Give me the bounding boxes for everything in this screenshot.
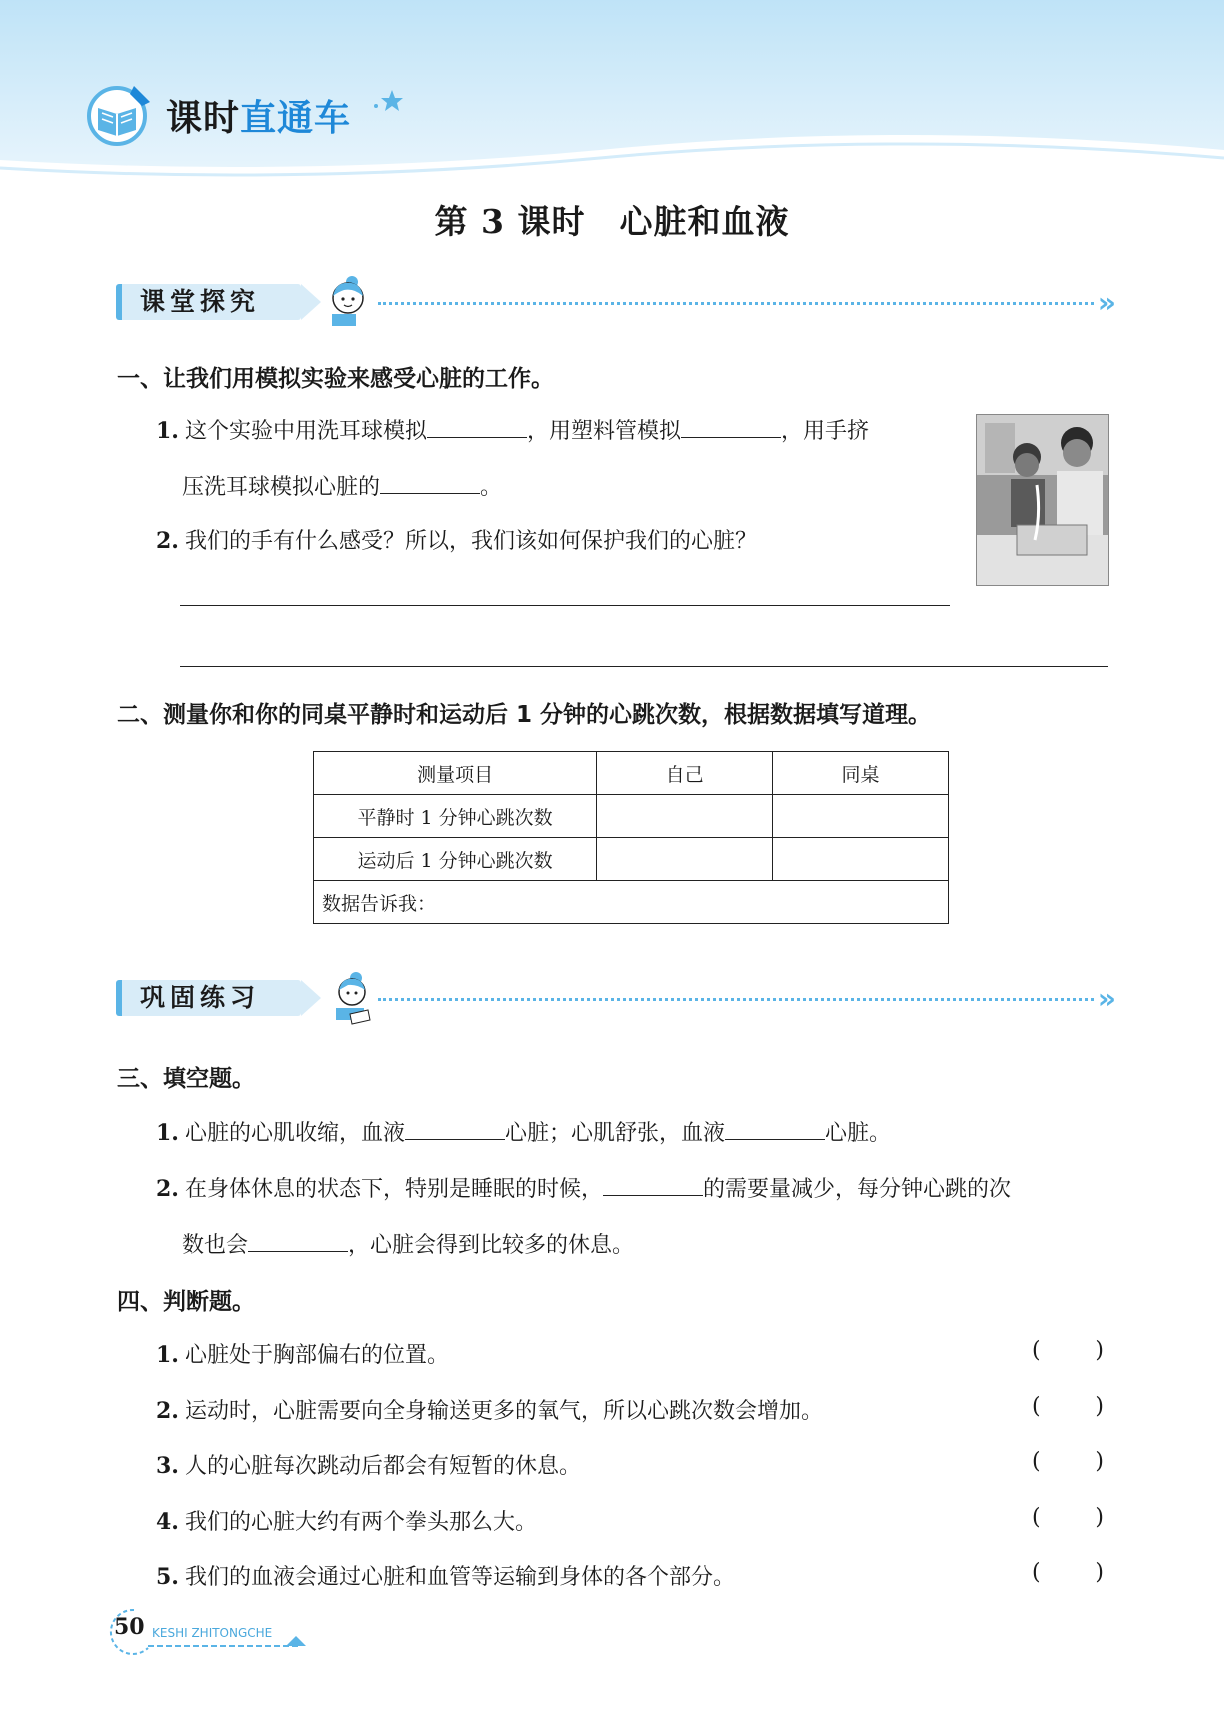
table-row bbox=[314, 838, 949, 881]
item-number: 2. bbox=[156, 528, 179, 554]
section-header-explore bbox=[116, 274, 1116, 330]
item-number: 1. bbox=[156, 418, 179, 444]
q1-item-1: 1. 这个实验中用洗耳球模拟 ，用塑料管模拟 ，用手挤 bbox=[156, 414, 869, 445]
table-input-cell[interactable] bbox=[773, 795, 949, 838]
answer-blank[interactable] bbox=[427, 415, 527, 438]
question-4-heading: 四、判断题。 bbox=[117, 1289, 255, 1315]
question-3-heading: 三、填空题。 bbox=[117, 1066, 255, 1092]
table-input-cell[interactable] bbox=[597, 838, 773, 881]
table-footer-row bbox=[314, 881, 949, 924]
answer-blank[interactable] bbox=[603, 1173, 703, 1196]
dotted-divider bbox=[378, 998, 1094, 1001]
q4-item: 3. 人的心脏每次跳动后都会有短暂的休息。 bbox=[156, 1453, 581, 1479]
q3-item-2: 2. 在身体休息的状态下，特别是睡眠的时候， 的需要量减少，每分钟心跳的次 bbox=[156, 1172, 1011, 1203]
section-tag-arrow bbox=[301, 284, 321, 320]
double-chevron-icon: » bbox=[1097, 982, 1116, 1015]
page-title: 第 3 课时 心脏和血液 bbox=[434, 202, 790, 241]
section-tag-arrow bbox=[301, 980, 321, 1016]
answer-blank[interactable] bbox=[681, 415, 781, 438]
girl-mascot-icon bbox=[324, 274, 370, 330]
table-header-row bbox=[314, 752, 949, 795]
question-2-heading: 二、测量你和你的同桌平静时和运动后 1 分钟的心跳次数，根据数据填写道理。 bbox=[117, 702, 932, 728]
item-number: 2. bbox=[156, 1398, 179, 1424]
q1-item-1-cont: 压洗耳球模拟心脏的 。 bbox=[182, 470, 502, 501]
table-cell: 运动后 1 分钟心跳次数 bbox=[314, 838, 597, 881]
answer-parentheses[interactable]: ( ) bbox=[1032, 1394, 1104, 1419]
girl-reading-mascot-icon bbox=[330, 970, 374, 1026]
table-input-cell[interactable] bbox=[597, 795, 773, 838]
section-label: 课堂探究 bbox=[140, 287, 261, 316]
table-header-cell: 同桌 bbox=[773, 752, 949, 795]
page-footer bbox=[100, 1606, 320, 1656]
q4-item: 5. 我们的血液会通过心脏和血管等运输到身体的各个部分。 bbox=[156, 1564, 735, 1590]
item-number: 2. bbox=[156, 1176, 179, 1202]
q3-item-2-cont: 数也会 ，心脏会得到比较多的休息。 bbox=[182, 1228, 634, 1259]
table-row bbox=[314, 795, 949, 838]
table-input-cell[interactable] bbox=[773, 838, 949, 881]
item-number: 5. bbox=[156, 1564, 179, 1590]
q4-item: 2. 运动时，心脏需要向全身输送更多的氧气，所以心跳次数会增加。 bbox=[156, 1398, 823, 1424]
q4-item: 1. 心脏处于胸部偏右的位置。 bbox=[156, 1342, 449, 1368]
item-number: 3. bbox=[156, 1453, 179, 1479]
table-header-cell: 自己 bbox=[597, 752, 773, 795]
q4-item: 4. 我们的心脏大约有两个拳头那么大。 bbox=[156, 1509, 537, 1535]
table-header-cell: 测量项目 bbox=[314, 752, 597, 795]
star-icon bbox=[372, 88, 406, 118]
answer-parentheses[interactable]: ( ) bbox=[1032, 1505, 1104, 1530]
footer-text: KESHI ZHITONGCHE bbox=[152, 1626, 273, 1640]
item-number: 1. bbox=[156, 1120, 179, 1146]
answer-blank[interactable] bbox=[380, 471, 480, 494]
section-label: 巩固练习 bbox=[140, 983, 261, 1012]
answer-parentheses[interactable]: ( ) bbox=[1032, 1560, 1104, 1585]
q3-item-1: 1. 心脏的心肌收缩，血液 心脏；心肌舒张，血液 心脏。 bbox=[156, 1116, 891, 1147]
brand-logo bbox=[166, 90, 351, 141]
answer-line[interactable] bbox=[180, 666, 1108, 667]
answer-blank[interactable] bbox=[725, 1117, 825, 1140]
page-number: 50 bbox=[114, 1614, 145, 1640]
answer-blank[interactable] bbox=[405, 1117, 505, 1140]
answer-blank[interactable] bbox=[248, 1229, 348, 1252]
q1-item-2: 2. 我们的手有什么感受？所以，我们该如何保护我们的心脏？ bbox=[156, 528, 757, 554]
item-number: 4. bbox=[156, 1509, 179, 1535]
answer-line[interactable] bbox=[180, 605, 950, 606]
question-1-heading: 一、让我们用模拟实验来感受心脏的工作。 bbox=[117, 366, 554, 392]
experiment-photo bbox=[976, 414, 1109, 586]
table-cell: 平静时 1 分钟心跳次数 bbox=[314, 795, 597, 838]
book-pen-icon bbox=[84, 82, 156, 148]
double-chevron-icon: » bbox=[1097, 286, 1116, 319]
section-header-practice bbox=[116, 970, 1116, 1026]
answer-parentheses[interactable]: ( ) bbox=[1032, 1338, 1104, 1363]
item-number: 1. bbox=[156, 1342, 179, 1368]
table-footer-cell[interactable]: 数据告诉我： bbox=[314, 881, 949, 924]
brand-part1: 课时 bbox=[166, 98, 241, 139]
answer-parentheses[interactable]: ( ) bbox=[1032, 1449, 1104, 1474]
dotted-divider bbox=[378, 302, 1094, 305]
heart-rate-table bbox=[313, 751, 949, 924]
brand-part2: 直通车 bbox=[240, 98, 352, 139]
